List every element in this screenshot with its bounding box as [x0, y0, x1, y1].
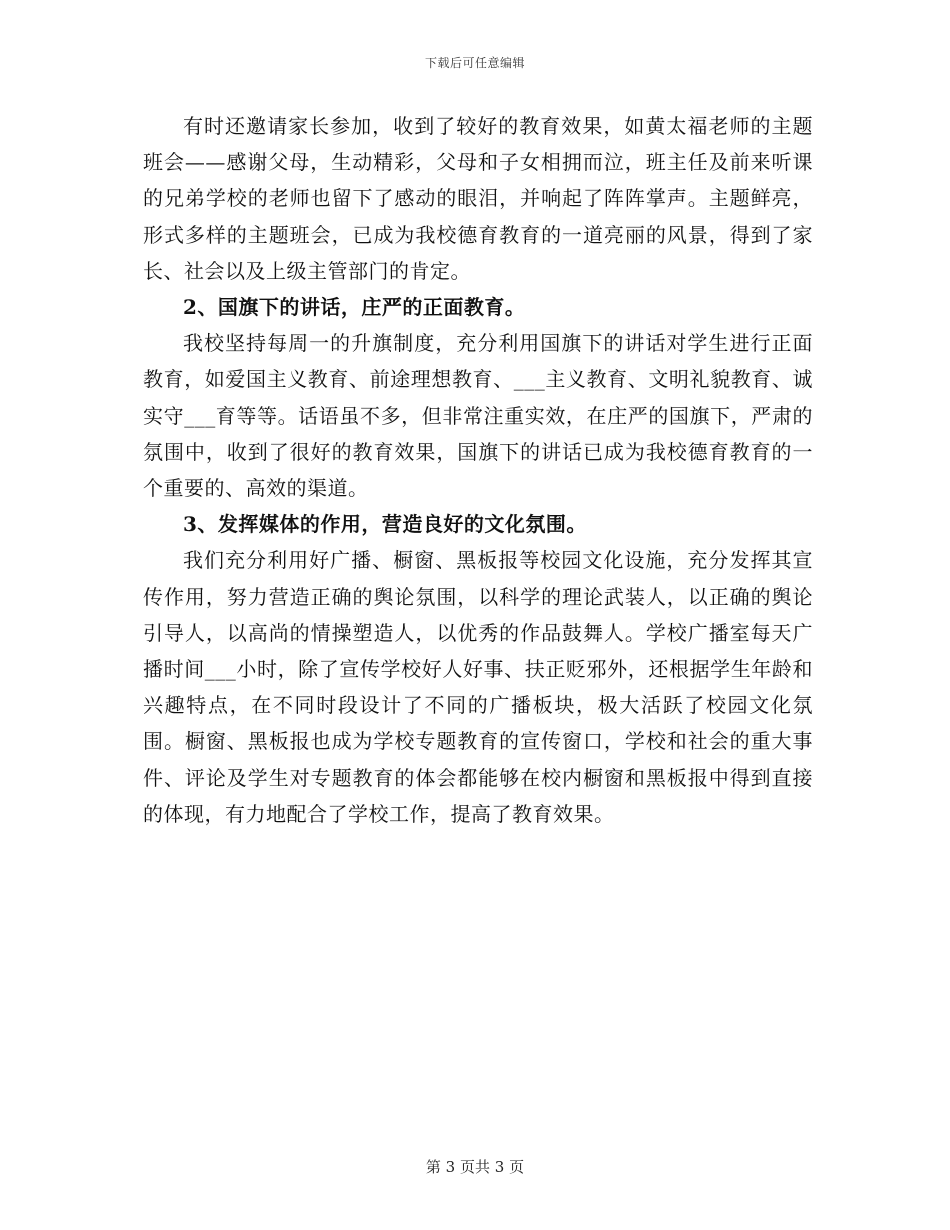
- paragraph-flag-speech: 我校坚持每周一的升旗制度，充分利用国旗下的讲话对学生进行正面教育，如爱国主义教育、前途理想教育、___主义教育、文明礼貌教育、诚实守___育等等。话语虽不多，但非常注重实效，在庄严的国旗下，严肃的氛围中，收到了很好的教育效果，国旗下的讲话已成为我校德育教育的一个重要的、高效的渠道。: [143, 331, 813, 501]
- document-body: [143, 108, 813, 832]
- paragraph-media: 我们充分利用好广播、橱窗、黑板报等校园文化设施，充分发挥其宣传作用，努力营造正确的舆论氛围，以科学的理论武装人，以正确的舆论引导人，以高尚的情操塑造人，以优秀的作品鼓舞人。学校广播室每天广播时间___小时，除了宣传学校好人好事、扶正贬邪外，还根据学生年龄和兴趣特点，在不同时段设计了不同的广播板块，极大活跃了校园文化氛围。橱窗、黑板报也成为学校专题教育的宣传窗口，学校和社会的重大事件、评论及学生对专题教育的体会都能够在校内橱窗和黑板报中得到直接的体现，有力地配合了学校工作，提高了教育效果。: [143, 548, 813, 826]
- paragraph-class-meeting: 有时还邀请家长参加，收到了较好的教育效果，如黄太福老师的主题班会——感谢父母，生动精彩，父母和子女相拥而泣，班主任及前来听课的兄弟学校的老师也留下了感动的眼泪，并响起了阵阵掌声。主题鲜亮，形式多样的主题班会，已成为我校德育教育的一道亮丽的风景，得到了家长、社会以及上级主管部门的肯定。: [143, 114, 813, 283]
- section-heading-media: 3、发挥媒体的作用，营造良好的文化氛围。: [183, 512, 587, 537]
- section-heading-flag-speech: 2、国旗下的讲话，庄严的正面教育。: [183, 295, 526, 320]
- page-footer: 第 3 页共 3 页: [425, 1158, 525, 1176]
- page-header: 下载后可任意编辑: [424, 56, 525, 70]
